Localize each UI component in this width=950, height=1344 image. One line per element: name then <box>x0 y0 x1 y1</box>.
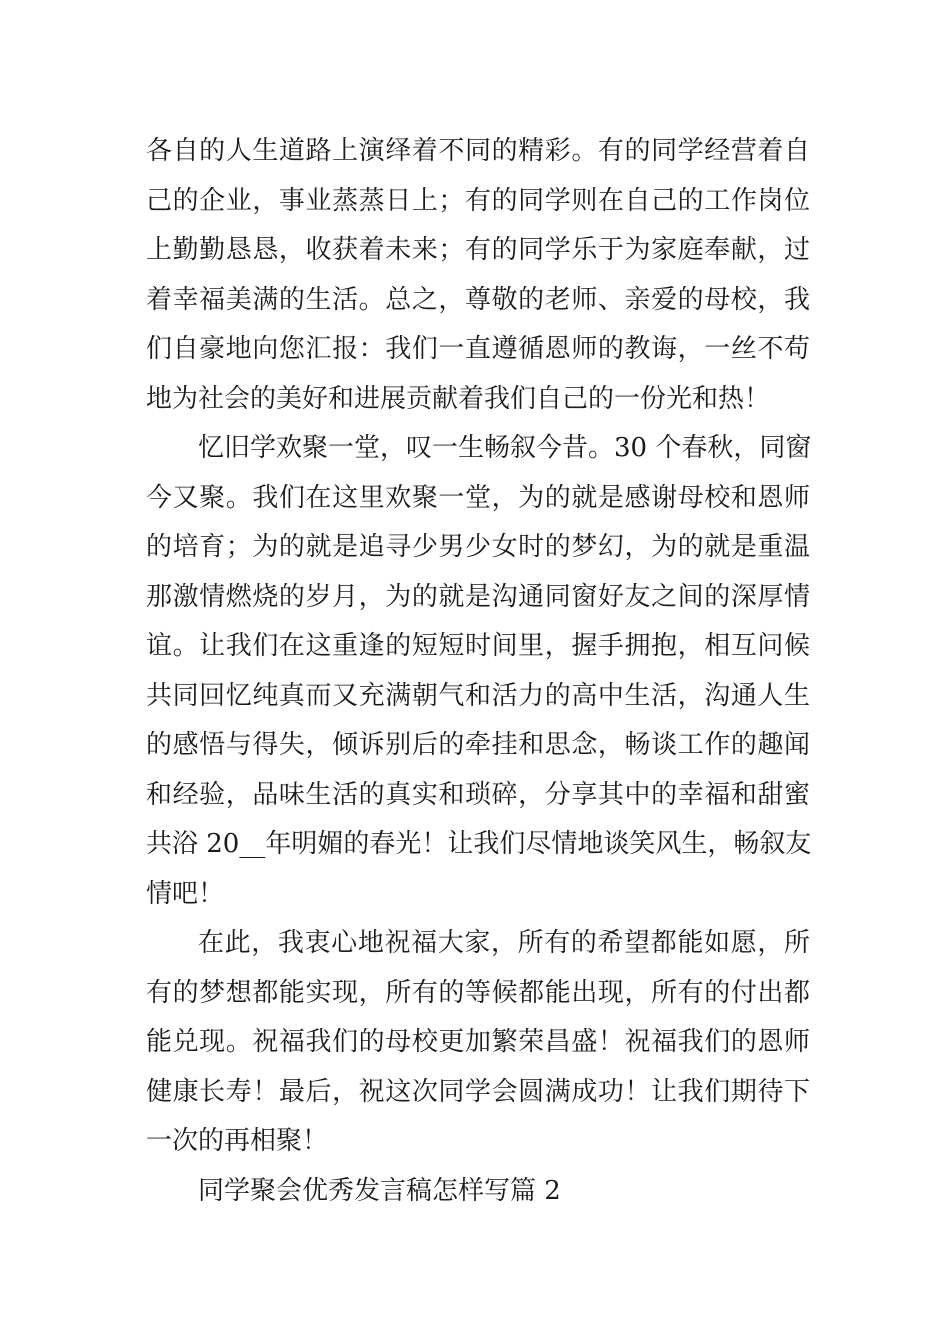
text-line: 那激情燃烧的岁月，为的就是沟通同窗好友之间的深厚情 <box>146 581 810 612</box>
text-line: 己的企业，事业蒸蒸日上；有的同学则在自己的工作岗位 <box>146 185 810 216</box>
text-line: 情吧！ <box>146 878 225 909</box>
text-line: 上勤勤恳恳，收获着未来；有的同学乐于为家庭奉献，过 <box>146 235 810 265</box>
text-line: 们自豪地向您汇报：我们一直遵循恩师的教诲，一丝不苟 <box>146 334 810 364</box>
text-line: 的感悟与得失，倾诉别后的牵挂和思念，畅谈工作的趣闻 <box>146 730 810 760</box>
paragraph-2 <box>146 424 810 919</box>
text-line: 各自的人生道路上演绎着不同的精彩。有的同学经营着自 <box>146 136 810 166</box>
text-line: 着幸福美满的生活。总之，尊敬的老师、亲爱的母校，我 <box>146 284 810 315</box>
text-line: 一次的再相聚！ <box>146 1126 329 1156</box>
text-line: 能兑现。祝福我们的母校更加繁荣昌盛！祝福我们的恩师 <box>146 1027 810 1057</box>
text-line: 共浴 20__年明媚的春光！让我们尽情地谈笑风生，畅叙友 <box>146 829 812 859</box>
text-line: 健康长寿！最后，祝这次同学会圆满成功！让我们期待下 <box>146 1076 810 1107</box>
text-line: 在此，我衷心地祝福大家，所有的希望都能如愿，所 <box>198 928 810 958</box>
document-body <box>146 127 810 1216</box>
paragraph-3 <box>146 919 810 1167</box>
paragraph-1 <box>146 127 810 424</box>
text-line: 谊。让我们在这重逢的短短时间里，握手拥抱，相互问候 <box>146 631 810 661</box>
text-line: 有的梦想都能实现，所有的等候都能出现，所有的付出都 <box>146 977 810 1008</box>
text-line: 地为社会的美好和进展贡献着我们自己的一份光和热！ <box>146 383 771 414</box>
text-line: 忆旧学欢聚一堂，叹一生畅叙今昔。30 个春秋，同窗 <box>198 433 812 463</box>
section-title: 同学聚会优秀发言稿怎样写篇 2 <box>198 1175 561 1206</box>
text-line: 今又聚。我们在这里欢聚一堂，为的就是感谢母校和恩师 <box>146 482 810 513</box>
section-heading <box>146 1167 810 1217</box>
text-line: 的培育；为的就是追寻少男少女时的梦幻，为的就是重温 <box>146 532 810 562</box>
text-line: 和经验，品味生活的真实和琐碎，分享其中的幸福和甜蜜 <box>146 779 810 810</box>
text-line: 共同回忆纯真而又充满朝气和活力的高中生活，沟通人生 <box>146 680 810 711</box>
